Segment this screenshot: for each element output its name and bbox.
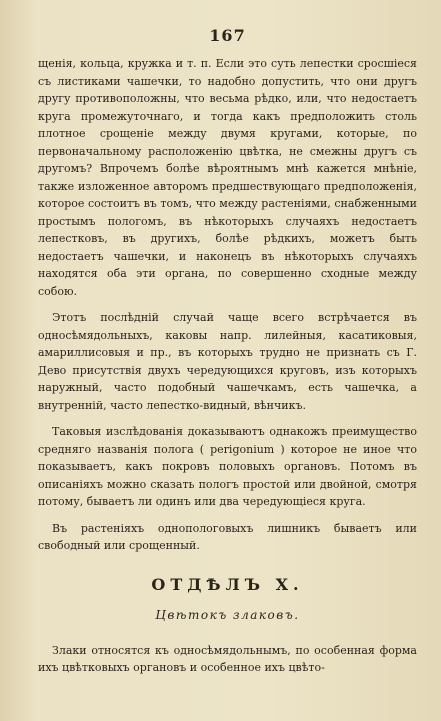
section-title: ОТДѢЛЪ X.: [151, 574, 304, 594]
paragraph-single-perigon: Въ растеніяхъ однопологовыхъ лишникъ бываетъ или свободный или срощенный.: [38, 521, 417, 552]
paragraph-continued: щенія, кольца, кружка и т. п. Если это суть лепестки сросшіеся съ листиками чашечки, то надобно допустить, что они другъ другу противоположны, что весьма рѣдко, или, что недостаетъ круга промежуточнаго, и тогда какъ предположить столь плотное срощеніе между двумя кругами, которые, по первоначальному расположенію цвѣтка, не смежны другъ съ другомъ? Впрочемъ болѣе вѣроятнымъ мнѣ кажется мнѣніе, также изложенное авторомъ предшествующаго предположенія, которое состоитъ въ томъ, что между растеніями, снабженными простымъ пологомъ, въ нѣкоторыхъ случаяхъ недостаетъ лепестковъ, въ другихъ, болѣе рѣдкихъ, можетъ быть недостаетъ чашечки, и наконецъ въ нѣкоторыхъ случаяхъ находятся оба эти органа, по совершенно сходные между собою.: [38, 57, 417, 298]
paragraph-last-case: Этотъ послѣдній случай чаще всего встрѣчается въ односѣмядольныхъ, каковы напр. лилейныя, касатиковыя, амариллисовыя и пр., въ которыхъ трудно не признать съ Г. Дево присутствія двухъ чередующихся круговъ, изъ которыхъ наружный, часто подобный чашечкамъ, есть чашечка, а внутренній, часто лепестко-видный, вѣнчикъ.: [38, 311, 417, 412]
page-number: 167: [209, 26, 246, 45]
paragraph-grasses: Злаки относятся къ односѣмядольнымъ, по особенная форма ихъ цвѣтковыхъ органовъ и особенное ихъ цвѣто-: [38, 643, 417, 674]
section-subtitle: Цвѣтокъ злаковъ.: [155, 607, 300, 622]
paragraph-perigonium: Таковыя изслѣдованія доказываютъ однакожъ преимущество средняго названія полога ( perigonium ) которое не иное что показываетъ, какъ покровъ половыхъ органовъ. Потомъ въ описаніяхъ можно сказать пологъ простой или двойной, смотря потому, бываетъ ли одинъ или два чередующіеся круга.: [38, 425, 417, 508]
